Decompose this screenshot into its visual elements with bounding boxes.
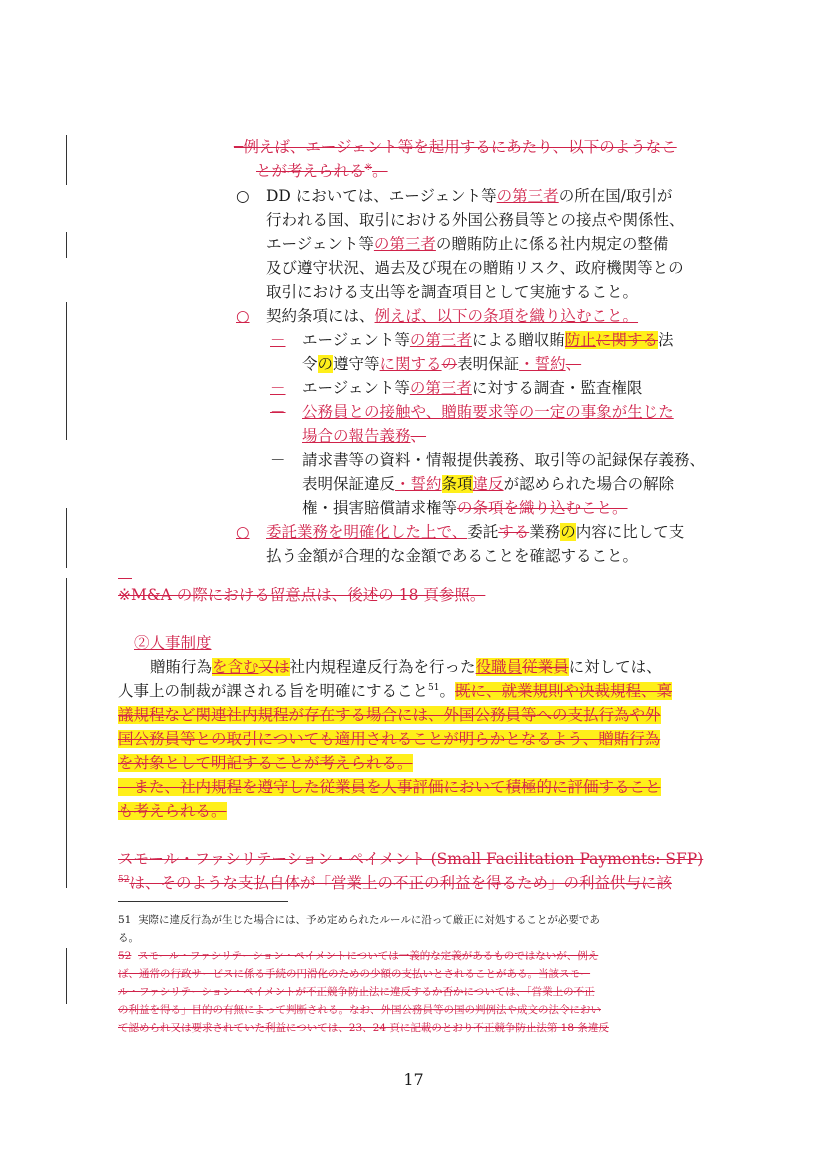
- change-bar: [66, 578, 67, 888]
- sub-dash: －: [270, 379, 286, 397]
- footnote-separator: [118, 901, 288, 902]
- sfp-line: スモール・ファシリテーション・ペイメント (Small Facilitation Payments: SFP): [118, 850, 704, 868]
- paragraph-line: 人事上の制裁が課される旨を明確にすること$^{51}$。既に、就業規則や決裁規程、稟: [118, 682, 672, 700]
- bullet-line: 及び遵守状況、過去及び現在の贈賄リスク、政府機関等との: [266, 259, 684, 277]
- bullet-line: 取引における支出等を調査項目として実施すること。: [266, 283, 639, 301]
- sub-item-line: 令の遵守等に関するの表明保証・誓約、: [302, 355, 582, 373]
- sub-item-line: 権・損害賠償請求権等の条項を織り込むこと。: [302, 499, 628, 517]
- footnote-51-cont: る。: [118, 932, 139, 944]
- footnote-51: 51 実際に違反行為が生じた場合には、予め定められたルールに沿って厳正に対処することが必要であ: [118, 914, 600, 926]
- bullet-circle: ○: [236, 187, 250, 205]
- sub-item-line: 表明保証違反・誓約条項違反が認められた場合の解除: [302, 475, 675, 493]
- page-number: 17: [403, 1070, 424, 1089]
- ma-note: ※M&A の際における留意点は、後述の 18 頁参照。: [118, 586, 486, 604]
- sub-item-line: 場合の報告義務、: [302, 427, 427, 445]
- footnote-52-cont: て認められ又は要求されていた利益については、23、24 頁に記載のとおり不正競争防止法第 18 条違反: [118, 1022, 609, 1034]
- bullet-line: 行われる国、取引における外国公務員等との接点や関係性、: [266, 211, 685, 229]
- paragraph-line: を対象として明記することが考えられる。: [118, 754, 413, 772]
- footnote-52-cont: の利益を得る」目的の有無によって判断される。なお、外国公務員等の国の判例法や成文の法令におい: [118, 1004, 601, 1016]
- bullet-circle: ○: [236, 307, 250, 325]
- sub-dash: －: [270, 451, 286, 469]
- change-bar: [66, 232, 67, 258]
- paragraph-line: 議規程など関連社内規程が存在する場合には、外国公務員等への支払行為や外: [118, 706, 661, 724]
- bullet-line: 払う金額が合理的な金額であることを確認すること。: [266, 547, 639, 565]
- deleted-intro-line: とが考えられる※。: [256, 162, 388, 180]
- footnote-52: 52 スモール・ファシリテーション・ペイメントについては一義的な定義があるものではないが、例え: [118, 950, 599, 962]
- bullet-line: 委託業務を明確化した上で、委託する業務の内容に比して支: [266, 523, 685, 541]
- change-bar: [66, 302, 67, 440]
- sfp-line: $^{52}$は、そのような支払自体が「営業上の不正の利益を得るため」の利益供与に該: [118, 874, 672, 892]
- sub-item-line: エージェント等の第三者に対する調査・監査権限: [302, 379, 643, 397]
- change-bar: [66, 508, 67, 568]
- footnote-52-cont: ル・ファシリテーション・ペイメントが不正競争防止法に違反するか否かについては、「営業上の不正: [118, 986, 595, 998]
- deleted-blank-mark: [118, 578, 132, 579]
- sub-dash: －: [270, 331, 286, 349]
- sub-item-line: エージェント等の第三者による贈収賄防止に関する法: [302, 331, 674, 349]
- deleted-intro-line: ─例えば、エージェント等を起用するにあたり、以下のようなこ: [234, 138, 677, 156]
- change-bar: [66, 135, 67, 185]
- bullet-line: DD においては、エージェント等の第三者の所在国/取引が: [266, 187, 673, 205]
- paragraph-line: 国公務員等との取引についても適用されることが明らかとなるよう、贈賄行為: [118, 730, 661, 748]
- sub-dash: －: [270, 403, 286, 421]
- section-heading: ②人事制度: [134, 634, 212, 652]
- footnote-52-cont: ば、通常の行政サービスに係る手続の円滑化のための少額の支払いとされることがある。当該スモー: [118, 968, 591, 980]
- bullet-line: エージェント等の第三者の贈賄防止に係る社内規定の整備: [266, 235, 669, 253]
- paragraph-line: も考えられる。: [118, 802, 227, 820]
- sub-item-line: 請求書等の資料・情報提供義務、取引等の記録保存義務、: [302, 451, 706, 469]
- change-bar: [66, 948, 67, 1004]
- bullet-line: 契約条項には、例えば、以下の条項を織り込むこと。: [266, 307, 639, 325]
- paragraph-line: 贈賄行為を含む又は社内規程違反行為を行った役職員従業員に対しては、: [150, 658, 662, 676]
- bullet-circle: ○: [236, 523, 250, 541]
- sub-item-line: 公務員との接触や、贈賄要求等の一定の事象が生じた: [302, 403, 674, 421]
- paragraph-line: また、社内規程を遵守した従業員を人事評価において積極的に評価すること: [118, 778, 661, 796]
